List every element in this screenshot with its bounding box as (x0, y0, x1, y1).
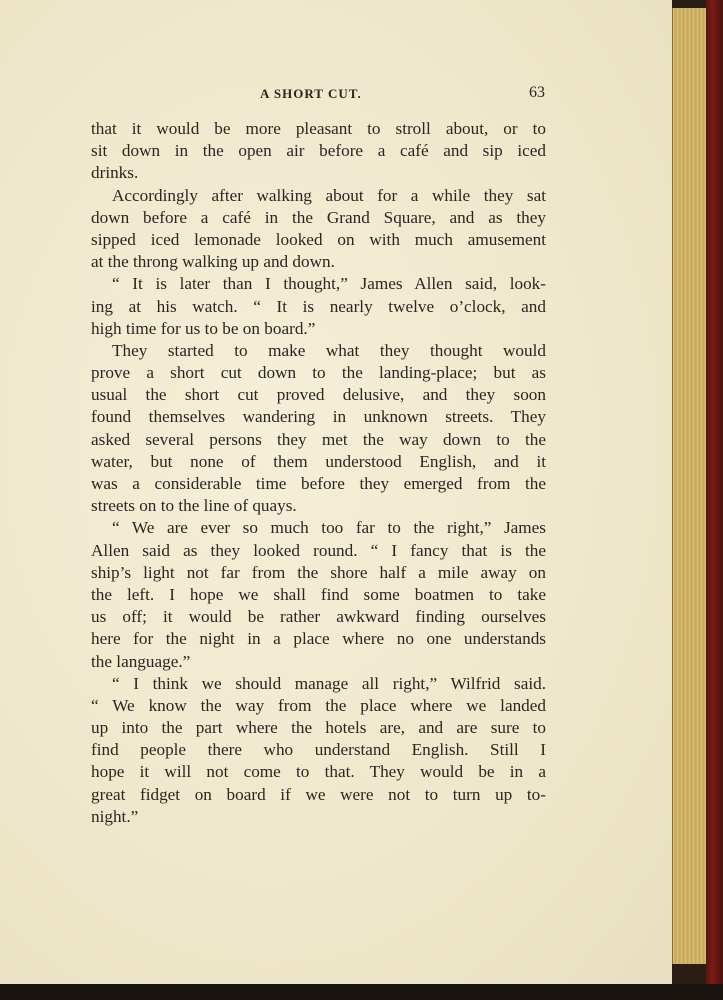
running-head: A SHORT CUT. (260, 86, 362, 101)
body-text (91, 118, 546, 828)
text-line: “ It is later than I thought,” James Allen said, look- (112, 274, 546, 294)
text-line: “ We are ever so much too far to the right,” James (112, 518, 546, 538)
text-line: down before a café in the Grand Square, and as they (91, 207, 546, 227)
text-line: was a considerable time before they emerged from the (91, 474, 546, 493)
text-line: They started to make what they thought would (112, 340, 546, 360)
text-line: the language.” (91, 651, 191, 671)
text-line: ship’s light not far from the shore half a mile away on (91, 562, 546, 582)
text-line: that it would be more pleasant to stroll about, or to (91, 119, 546, 138)
text-line: drinks. (91, 163, 139, 183)
text-line: prove a short cut down to the landing-place; but as (91, 363, 546, 383)
text-line: great fidget on board if we were not to turn up to- (91, 784, 546, 804)
text-line: at the throng walking up and down. (91, 252, 335, 272)
text-line: the left. I hope we shall find some boatmen to take (91, 584, 546, 604)
text-line: ing at his watch. “ It is nearly twelve o’clock, and (91, 296, 546, 316)
text-line: find people there who understand English. Still I (91, 740, 546, 760)
text-line: “ I think we should manage all right,” Wilfrid said. (112, 673, 546, 693)
page-edges (672, 8, 709, 964)
text-line: asked several persons they met the way down to the (91, 429, 546, 449)
page-header (92, 86, 545, 108)
text-line: here for the night in a place where no one understands (91, 629, 546, 649)
text-line: hope it will not come to that. They would be in a (91, 762, 546, 782)
page-number: 63 (529, 84, 545, 101)
scan-shadow (0, 984, 723, 1000)
text-line: high time for us to be on board.” (91, 318, 316, 338)
book-binding (706, 0, 723, 1000)
text-line: “ We know the way from the place where we landed (91, 695, 546, 715)
text-line: us off; it would be rather awkward finding ourselves (91, 607, 546, 627)
text-line: sit down in the open air before a café and sip iced (91, 141, 546, 161)
text-line: night.” (91, 806, 139, 826)
text-line: water, but none of them understood English, and it (91, 451, 546, 471)
text-line: usual the short cut proved delusive, and they soon (91, 385, 546, 405)
text-line: sipped iced lemonade looked on with much amusement (91, 229, 546, 249)
text-line: Allen said as they looked round. “ I fancy that is the (91, 540, 546, 560)
text-line: streets on to the line of quays. (91, 496, 297, 516)
text-line: Accordingly after walking about for a while they sat (112, 185, 546, 205)
text-line: found themselves wandering in unknown streets. They (91, 407, 546, 427)
text-line: up into the part where the hotels are, and are sure to (91, 718, 546, 738)
